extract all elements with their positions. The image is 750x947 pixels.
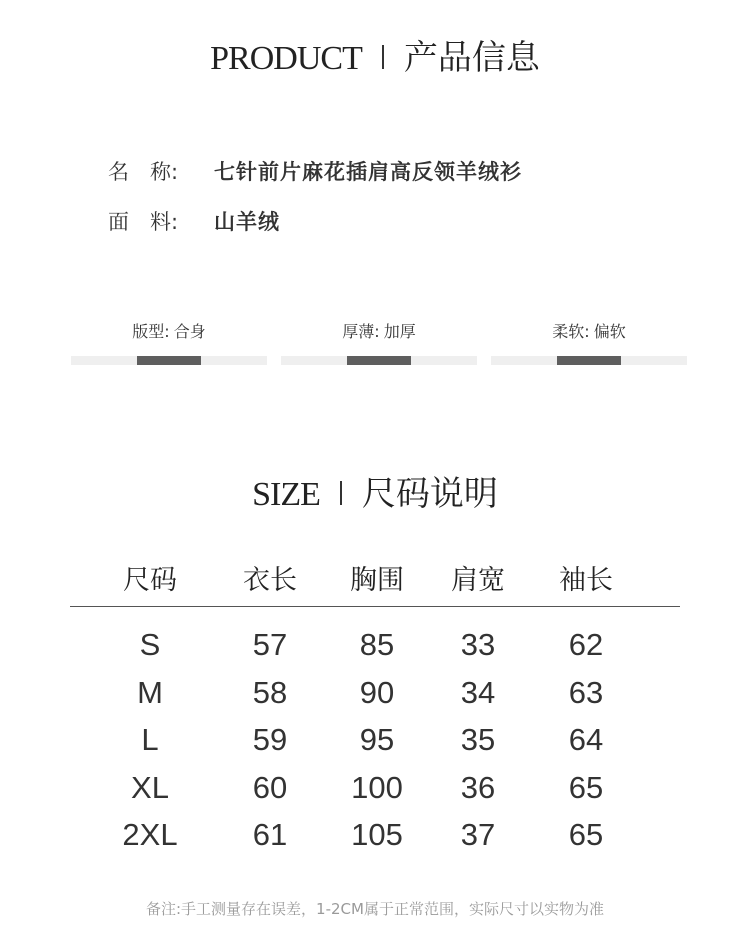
cell-length: 60 <box>252 769 288 805</box>
size-heading-en: SIZE <box>252 476 320 513</box>
product-name-value: 七针前片麻花插肩高反领羊绒衫 <box>214 160 522 184</box>
cell-sleeve: 63 <box>568 674 604 710</box>
cell-shoulder: 37 <box>460 817 496 852</box>
cell-chest: 85 <box>359 627 395 662</box>
cell-size: L <box>141 722 159 757</box>
cell-length: 59 <box>252 722 288 757</box>
attribute-softness-key: 柔软: <box>552 322 590 341</box>
cell-size: S <box>139 627 161 662</box>
table-row <box>70 667 680 715</box>
size-chart-heading <box>0 466 750 515</box>
cell-sleeve: 65 <box>568 769 604 805</box>
material-value: 山羊绒 <box>214 210 280 234</box>
header-chest: 胸围 <box>350 565 404 596</box>
heading-separator <box>340 481 342 505</box>
cell-shoulder: 33 <box>460 627 496 662</box>
cell-length: 61 <box>252 817 288 852</box>
cell-size: M <box>137 674 163 710</box>
table-row <box>70 762 680 810</box>
cell-sleeve: 65 <box>568 817 604 852</box>
product-heading-en: PRODUCT <box>210 40 362 77</box>
attribute-softness-indicator <box>557 356 621 365</box>
attribute-fit-key: 版型: <box>132 322 170 341</box>
product-heading-zh: 产品信息 <box>403 38 540 78</box>
cell-size: XL <box>131 769 169 805</box>
heading-separator <box>382 45 384 69</box>
cell-chest: 105 <box>351 817 403 852</box>
attribute-softness-track <box>491 356 687 365</box>
table-row <box>70 619 680 667</box>
material-row <box>108 206 280 236</box>
header-sleeve: 袖长 <box>559 565 613 596</box>
cell-length: 58 <box>252 674 288 710</box>
cell-shoulder: 34 <box>460 674 496 710</box>
cell-length: 57 <box>252 627 288 662</box>
header-length: 衣长 <box>243 565 297 596</box>
measurement-footnote: 备注:手工测量存在误差，1-2CM属于正常范围，实际尺寸以实物为准 <box>146 900 604 918</box>
cell-chest: 90 <box>359 674 395 710</box>
attribute-thickness-indicator <box>347 356 411 365</box>
cell-sleeve: 64 <box>568 722 604 757</box>
attribute-fit-indicator <box>137 356 201 365</box>
product-info-heading <box>0 30 750 79</box>
attribute-fit-value: 合身 <box>173 322 206 341</box>
header-size: 尺码 <box>123 565 177 596</box>
table-row <box>70 809 680 857</box>
attribute-fit-track <box>71 356 267 365</box>
material-label: 面 料: <box>108 210 179 234</box>
size-table-header <box>70 552 680 607</box>
cell-sleeve: 62 <box>568 627 604 662</box>
attribute-thickness-track <box>281 356 477 365</box>
size-heading-zh: 尺码说明 <box>361 474 498 514</box>
product-name-label: 名 称: <box>108 160 179 184</box>
cell-shoulder: 36 <box>460 769 496 805</box>
attribute-thickness-value: 加厚 <box>383 322 416 341</box>
attribute-thickness <box>281 318 477 346</box>
table-row <box>70 714 680 762</box>
product-name-row <box>108 156 522 186</box>
cell-shoulder: 35 <box>460 722 496 757</box>
attribute-softness <box>491 318 687 346</box>
size-table <box>70 552 680 857</box>
cell-chest: 100 <box>351 769 403 805</box>
cell-chest: 95 <box>359 722 395 757</box>
header-shoulder: 肩宽 <box>451 565 505 596</box>
cell-size: 2XL <box>122 817 178 852</box>
attribute-thickness-key: 厚薄: <box>342 322 380 341</box>
attribute-softness-value: 偏软 <box>593 322 626 341</box>
attribute-fit <box>71 318 267 346</box>
